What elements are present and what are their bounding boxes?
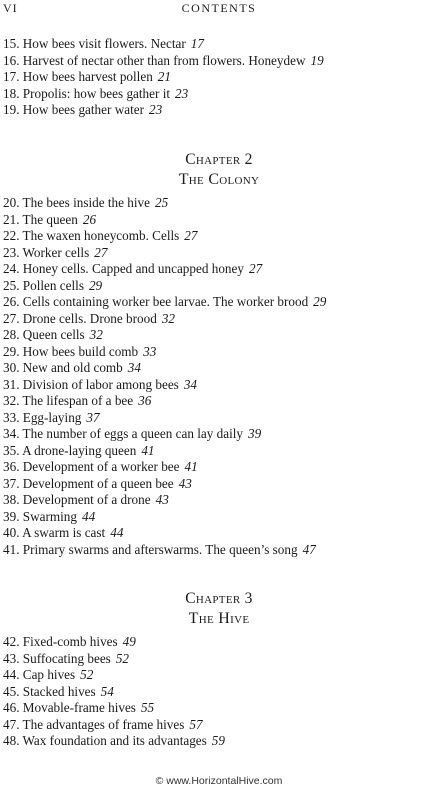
entry-page-number: 25	[155, 195, 169, 210]
entry-number: 40.	[3, 525, 20, 540]
entry-number: 20.	[3, 195, 20, 210]
entry-page-number: 27	[94, 244, 108, 260]
entry-title: The queen	[22, 211, 78, 227]
entry-number: 41.	[3, 541, 20, 557]
entry-title: Primary swarms and afterswarms. The queen’s song	[22, 541, 298, 557]
entry-page-number: 44	[110, 525, 124, 540]
toc-entry	[3, 245, 326, 262]
chapter-label: Chapter 3	[185, 590, 253, 607]
entry-page-number: 41	[141, 442, 155, 458]
entry-page-number: 44	[82, 508, 96, 524]
toc-entry	[3, 717, 225, 734]
toc-entry	[3, 228, 326, 245]
entry-page-number: 34	[183, 376, 197, 392]
entry-page-number: 57	[189, 716, 203, 732]
entry-page-number: 59	[211, 733, 225, 748]
entry-number: 22.	[3, 228, 20, 243]
entry-page-number: 19	[310, 52, 324, 68]
toc-entry	[3, 459, 326, 476]
entry-number: 27.	[3, 310, 20, 326]
toc-entry	[3, 36, 324, 53]
entry-title: Suffocating bees	[22, 650, 111, 666]
entry-page-number: 27	[248, 261, 263, 276]
entry-number: 32.	[3, 393, 20, 408]
entry-number: 26.	[3, 294, 20, 309]
entry-number: 34.	[3, 426, 20, 441]
toc-entry	[3, 443, 326, 460]
toc-entry	[3, 377, 326, 394]
entry-page-number: 32	[161, 310, 176, 326]
entry-title: Development of a worker bee	[22, 459, 180, 474]
entry-page-number: 43	[178, 475, 192, 491]
toc-entry	[3, 360, 326, 377]
entry-number: 39.	[3, 508, 20, 524]
entry-title: How bees build comb	[22, 343, 139, 359]
entry-title: The waxen honeycomb. Cells	[22, 228, 180, 243]
toc-entry	[3, 667, 225, 684]
toc-entry	[3, 634, 225, 651]
entry-title: Cells containing worker bee larvae. The worker brood	[22, 294, 309, 309]
entry-number: 43.	[3, 650, 20, 666]
toc-entry	[3, 195, 326, 212]
entry-number: 42.	[3, 634, 20, 649]
entry-title: The advantages of frame hives	[22, 716, 185, 732]
entry-title: How bees harvest pollen	[22, 69, 153, 84]
toc-entry	[3, 327, 326, 344]
toc-entry	[3, 410, 326, 427]
chapter-3-heading	[0, 589, 438, 629]
toc-entry	[3, 542, 326, 559]
entry-number: 44.	[3, 667, 20, 682]
entry-page-number: 49	[122, 634, 136, 649]
toc-entry	[3, 69, 324, 86]
running-head-title: CONTENTS	[181, 1, 257, 15]
chapter-title: The Hive	[188, 610, 250, 627]
entry-title: Development of a queen bee	[22, 475, 174, 491]
entry-title: How bees visit flowers. Nectar	[22, 36, 186, 51]
entry-title: Pollen cells	[22, 277, 84, 293]
entry-number: 21.	[3, 211, 20, 227]
toc-entry	[3, 684, 225, 701]
toc-entry	[3, 476, 326, 493]
entry-page-number: 26	[82, 211, 97, 227]
entry-page-number: 52	[115, 650, 129, 666]
entry-number: 35.	[3, 442, 20, 458]
entry-page-number: 29	[88, 277, 103, 293]
entry-number: 30.	[3, 360, 20, 375]
entry-number: 38.	[3, 492, 20, 507]
entry-title: How bees gather water	[22, 102, 144, 117]
entry-title: Movable-frame hives	[22, 700, 136, 715]
entry-number: 25.	[3, 277, 20, 293]
footer-copyright: © www.HorizontalHive.com	[155, 775, 283, 787]
entry-page-number: 34	[127, 360, 141, 375]
entry-page-number: 47	[302, 541, 316, 557]
chapter-label: Chapter 2	[185, 151, 253, 168]
toc-entry	[3, 700, 225, 717]
entry-number: 17.	[3, 69, 20, 84]
entry-number: 24.	[3, 261, 20, 276]
entry-page-number: 27	[184, 228, 198, 243]
chapter-2-heading	[0, 150, 438, 190]
entry-title: Honey cells. Capped and uncapped honey	[22, 261, 244, 276]
toc-entry	[3, 86, 324, 103]
entry-title: Division of labor among bees	[22, 376, 179, 392]
entry-title: A swarm is cast	[22, 525, 106, 540]
entry-number: 31.	[3, 376, 20, 392]
toc-entry	[3, 311, 326, 328]
entry-number: 45.	[3, 683, 20, 699]
toc-entry	[3, 53, 324, 70]
entry-page-number: 29	[313, 294, 327, 309]
toc-entry	[3, 651, 225, 668]
entry-title: A drone-laying queen	[22, 442, 137, 458]
entry-title: Swarming	[22, 508, 77, 524]
entry-title: Fixed-comb hives	[22, 634, 118, 649]
entry-page-number: 54	[100, 683, 114, 699]
toc-entry	[3, 261, 326, 278]
entry-number: 33.	[3, 409, 20, 425]
entry-number: 16.	[3, 52, 20, 68]
entry-page-number: 55	[140, 700, 155, 715]
entry-number: 36.	[3, 459, 20, 474]
entry-page-number: 43	[155, 492, 169, 507]
entry-number: 29.	[3, 343, 20, 359]
entry-page-number: 32	[89, 327, 103, 342]
entry-title: Stacked hives	[22, 683, 96, 699]
entry-page-number: 36	[138, 393, 152, 408]
toc-entry	[3, 509, 326, 526]
entry-number: 46.	[3, 700, 20, 715]
entry-title: Queen cells	[22, 327, 85, 342]
entry-title: New and old comb	[22, 360, 123, 375]
toc-entry	[3, 733, 225, 750]
toc-list-chapter-1	[3, 36, 324, 119]
entry-title: Worker cells	[22, 244, 90, 260]
entry-number: 18.	[3, 85, 20, 101]
toc-entry	[3, 278, 326, 295]
chapter-title: The Colony	[178, 171, 260, 188]
entry-title: Wax foundation and its advantages	[22, 733, 207, 748]
entry-number: 37.	[3, 475, 20, 491]
entry-page-number: 21	[157, 69, 171, 84]
entry-title: The bees inside the hive	[22, 195, 150, 210]
entry-title: Drone cells. Drone brood	[22, 310, 157, 326]
entry-number: 28.	[3, 327, 20, 342]
running-head	[0, 0, 438, 16]
toc-entry	[3, 294, 326, 311]
toc-entry	[3, 492, 326, 509]
toc-list-chapter-2	[3, 195, 326, 558]
entry-number: 47.	[3, 716, 20, 732]
entry-page-number: 37	[86, 409, 100, 425]
page-number: VI	[3, 1, 18, 15]
entry-page-number: 39	[248, 426, 262, 441]
toc-list-chapter-3	[3, 634, 225, 750]
toc-entry	[3, 525, 326, 542]
entry-page-number: 23	[175, 85, 189, 101]
entry-page-number: 52	[80, 667, 94, 682]
entry-page-number: 41	[184, 459, 198, 474]
entry-title: Propolis: how bees gather it	[22, 85, 171, 101]
entry-number: 48.	[3, 733, 20, 748]
entry-title: Development of a drone	[22, 492, 151, 507]
entry-page-number: 17	[190, 36, 204, 51]
toc-entry	[3, 344, 326, 361]
entry-title: Egg-laying	[22, 409, 82, 425]
toc-entry	[3, 212, 326, 229]
entry-title: The lifespan of a bee	[22, 393, 134, 408]
toc-entry	[3, 102, 324, 119]
entry-title: Cap hives	[22, 667, 76, 682]
entry-title: The number of eggs a queen can lay daily	[22, 426, 243, 441]
entry-number: 23.	[3, 244, 20, 260]
toc-entry	[3, 426, 326, 443]
entry-title: Harvest of nectar other than from flowers. Honeydew	[22, 52, 306, 68]
entry-number: 19.	[3, 102, 20, 117]
entry-page-number: 23	[148, 102, 163, 117]
entry-page-number: 33	[143, 343, 157, 359]
toc-entry	[3, 393, 326, 410]
entry-number: 15.	[3, 36, 20, 51]
